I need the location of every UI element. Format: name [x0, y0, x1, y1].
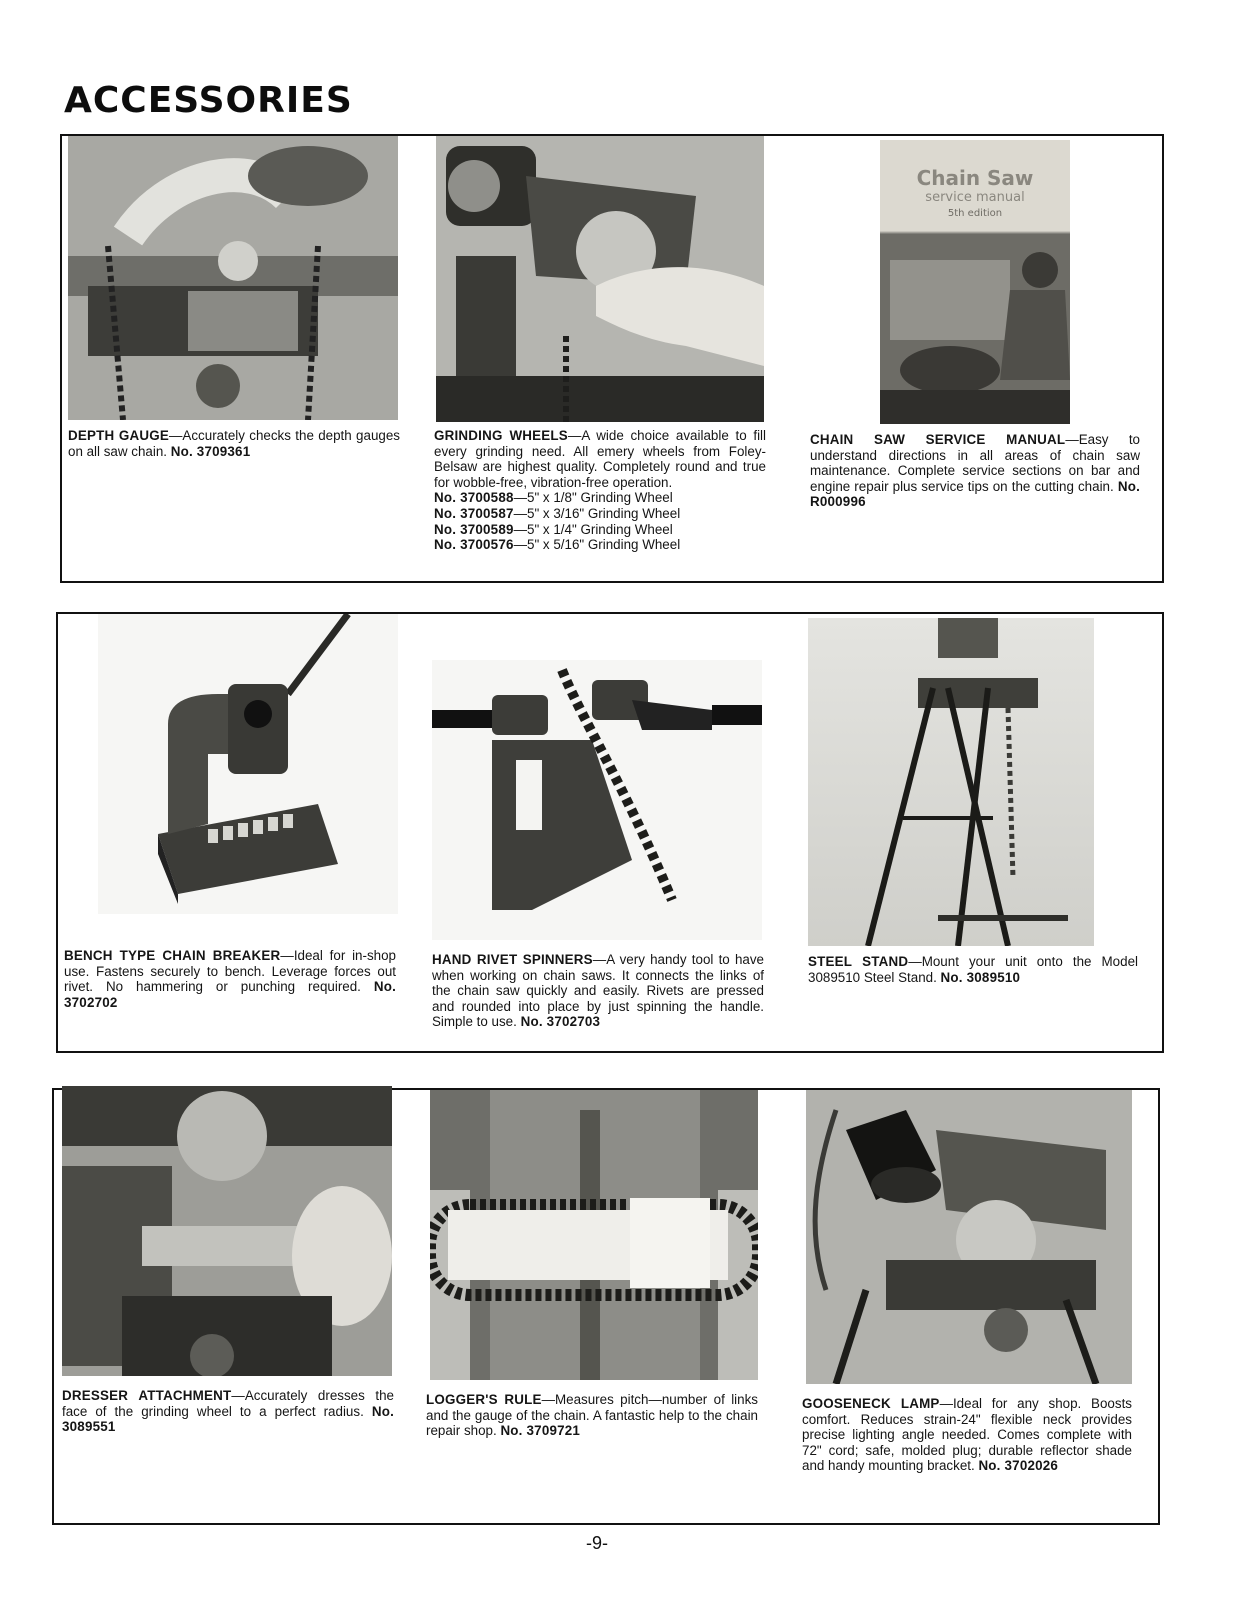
- grinding-wheel-part-number: No. 3700588: [434, 490, 514, 506]
- depth-gauge-caption: [68, 428, 400, 459]
- cover-edition: 5th edition: [947, 208, 1003, 219]
- grinding-wheel-size: —5" x 5/16" Grinding Wheel: [513, 537, 681, 553]
- steel-stand-name: STEEL STAND: [808, 954, 909, 969]
- grinding-wheel-size: —5" x 3/16" Grinding Wheel: [513, 505, 681, 521]
- depth-gauge-description: —Accurately checks the depth gauges on all saw chain.: [68, 428, 400, 459]
- page-number: -9-: [586, 1533, 608, 1553]
- grinding-wheel-part-number: No. 3700587: [434, 505, 514, 521]
- grinding-wheel-part-number: No. 3700576: [434, 537, 514, 553]
- depth-gauge-name: DEPTH GAUGE: [68, 428, 170, 443]
- chain-breaker-name: BENCH TYPE CHAIN BREAKER: [64, 948, 281, 963]
- gooseneck-lamp-name: GOOSENECK LAMP: [802, 1396, 940, 1411]
- rivet-spinner-part-number: No. 3702703: [520, 1014, 601, 1030]
- chain-breaker-part-number: No. 3702702: [64, 979, 396, 1010]
- gooseneck-lamp-description: —Ideal for any shop. Boosts comfort. Reduces strain-24" flexible neck provides precise lighting angle needed. Comes complete with 72" cord; safe, molded plug; durable reflector shade and handy mounting bracket.: [802, 1396, 1132, 1474]
- steel-stand-photo: [808, 618, 1094, 946]
- grinding-wheel-size-item: [434, 490, 766, 506]
- depth-gauge-photo: [68, 136, 398, 420]
- rivet-spinner-caption: [432, 952, 764, 1030]
- dresser-attachment-name: DRESSER ATTACHMENT: [62, 1388, 232, 1403]
- service-manual-part-number: No. R000996: [810, 478, 1140, 510]
- grinding-wheels-description: —A wide choice available to fill every grinding need. All emery wheels from Foley-Belsaw are highest quality. Completely round and true for wobble-free, vibration-free operation.: [434, 428, 766, 490]
- gooseneck-lamp-caption: [802, 1396, 1132, 1474]
- chain-breaker-description: —Ideal for in-shop use. Fastens securely to bench. Leverage forces out rivet. No hammering or punching required.: [64, 948, 396, 995]
- chain-breaker-photo: [98, 614, 398, 914]
- service-manual-caption: [810, 432, 1140, 510]
- steel-stand-description: —Mount your unit onto the Model 3089510 Steel Stand.: [808, 954, 1139, 985]
- dresser-attachment-caption: [62, 1388, 394, 1435]
- service-manual-name: CHAIN SAW SERVICE MANUAL: [810, 432, 1066, 447]
- gooseneck-lamp-photo: [806, 1090, 1132, 1384]
- grinding-wheel-part-number: No. 3700589: [434, 521, 514, 537]
- grinding-wheel-size: —5" x 1/8" Grinding Wheel: [513, 490, 673, 506]
- loggers-rule-name: LOGGER'S RULE: [426, 1392, 542, 1407]
- rivet-spinner-name: HAND RIVET SPINNERS: [432, 952, 593, 967]
- grinding-wheels-name: GRINDING WHEELS: [434, 428, 568, 443]
- cover-title: Chain Saw: [916, 166, 1034, 190]
- grinding-wheel-size-item: [434, 522, 766, 538]
- loggers-rule-photo: [430, 1090, 758, 1380]
- grinding-wheel-sizes-list: [434, 490, 766, 552]
- steel-stand-caption: [808, 954, 1138, 985]
- dresser-attachment-part-number: No. 3089551: [62, 1403, 394, 1435]
- gooseneck-lamp-part-number: No. 3702026: [978, 1458, 1059, 1474]
- cover-subtitle: service manual: [925, 190, 1025, 205]
- steel-stand-part-number: No. 3089510: [940, 969, 1021, 985]
- accessory-panel-1: [60, 134, 1164, 583]
- grinding-wheels-caption: [434, 428, 766, 553]
- page-title: ACCESSORIES: [64, 80, 353, 121]
- grinding-wheel-size-item: [434, 506, 766, 522]
- grinding-wheel-size: —5" x 1/4" Grinding Wheel: [513, 521, 673, 537]
- grinding-wheel-size-item: [434, 537, 766, 553]
- chain-breaker-caption: [64, 948, 396, 1010]
- accessory-panel-3: [52, 1088, 1160, 1525]
- service-manual-description: —Easy to understand directions in all areas of chain saw maintenance. Complete service sections on bar and engine repair plus service tips on the cutting chain.: [810, 432, 1140, 494]
- loggers-rule-caption: [426, 1392, 758, 1439]
- rivet-spinner-description: —A very handy tool to have when working on chain saws. It connects the links of the chain saw quickly and easily. Rivets are pressed and rounded into place by just spinning the handle. Simple to use.: [432, 952, 765, 1030]
- grinding-wheels-photo: [436, 136, 764, 422]
- depth-gauge-part-number: No. 3709361: [170, 443, 251, 459]
- rivet-spinner-photo: [432, 660, 762, 940]
- accessory-panel-2: [56, 612, 1164, 1053]
- service-manual-cover-photo: [880, 140, 1070, 424]
- loggers-rule-part-number: No. 3709721: [500, 1423, 581, 1439]
- dresser-attachment-description: —Accurately dresses the face of the grinding wheel to a perfect radius.: [62, 1388, 394, 1419]
- dresser-attachment-photo: [62, 1086, 392, 1376]
- loggers-rule-description: —Measures pitch—number of links and the gauge of the chain. A fantastic help to the chain repair shop.: [426, 1392, 758, 1439]
